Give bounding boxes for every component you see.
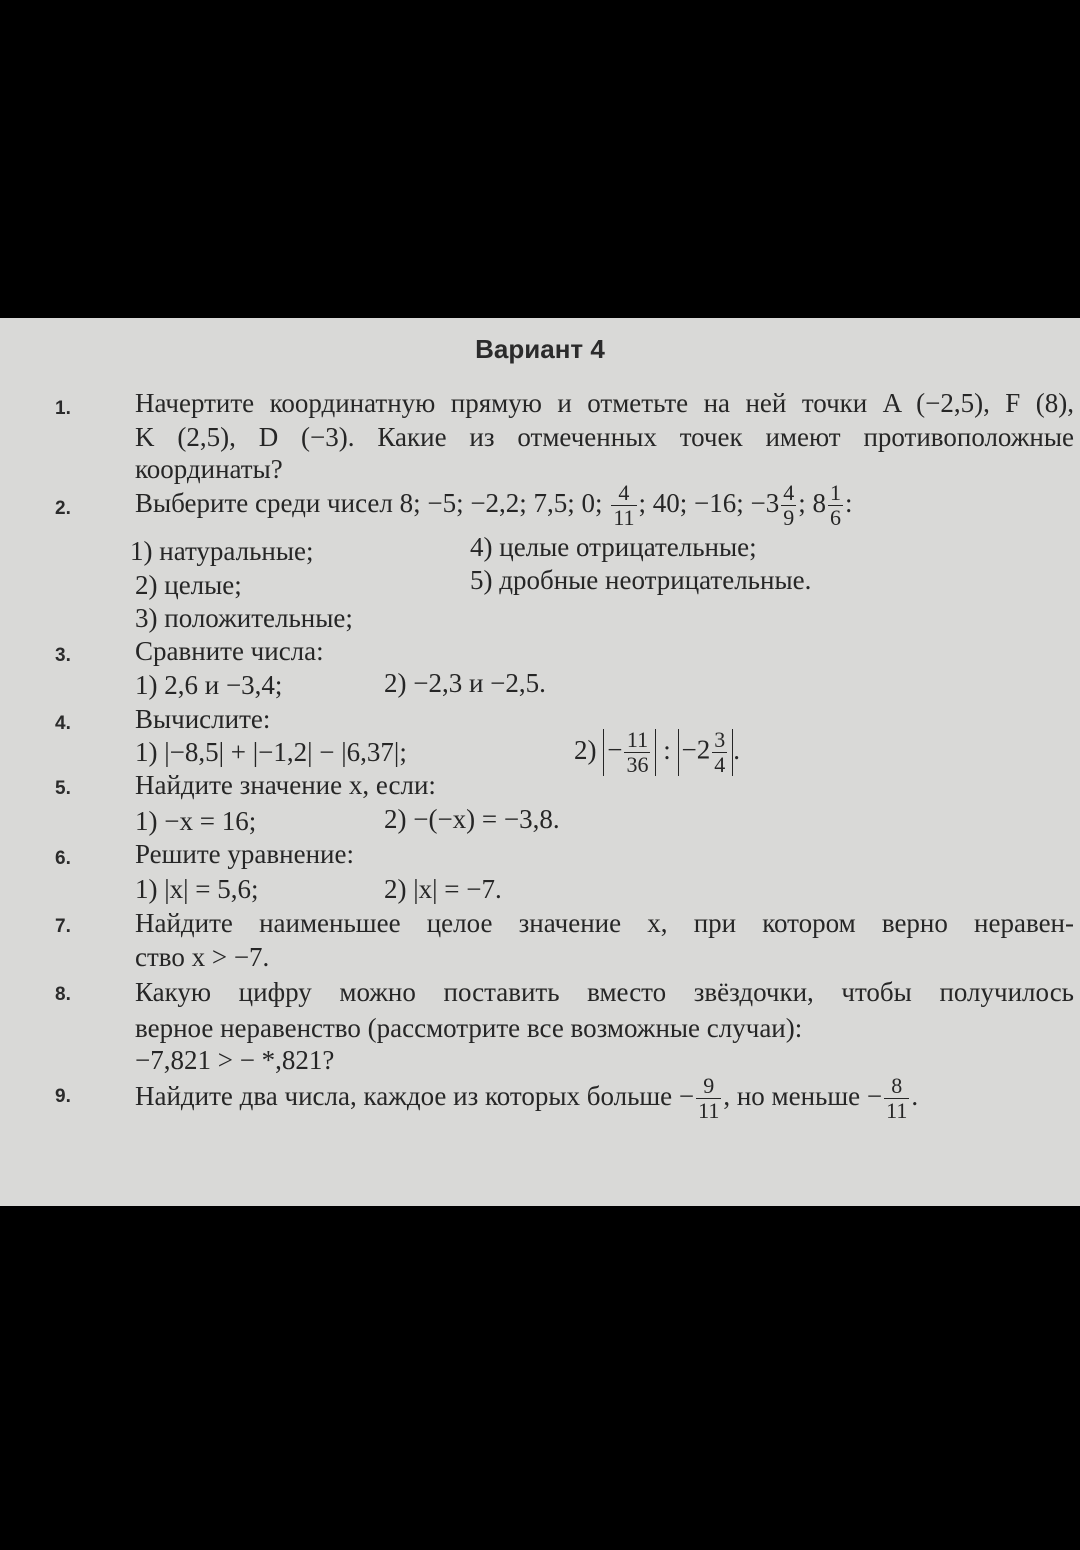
task-number: 3. (55, 645, 71, 666)
fraction: $\frac{9}{11}$ (698, 1073, 720, 1124)
division-sign: : (663, 735, 671, 765)
task-3-part-2: 2) −2,3 и −2,5. (384, 668, 546, 698)
task-2-option-1: 1) натуральные; (130, 536, 314, 566)
task-1-line-2: K (2,5), D (−3). Какие из отмеченных точек имеют противоположные (135, 422, 1074, 452)
task-4-part-2: 2) − $\frac{11}{36}$ : −2 $\frac{3}{4}$ . (574, 727, 740, 778)
task-2-lead: Выберите среди чисел 8; −5; −2,2; 7,5; 0; (135, 488, 603, 518)
task-5-head: Найдите значение x, если: (135, 770, 436, 800)
task-number: 8. (55, 984, 71, 1005)
task-8-line-3: −7,821 > − *,821? (135, 1045, 335, 1075)
absolute-value: −2 $\frac{3}{4}$ (678, 729, 734, 776)
task-1-line-1: Начертите координатную прямую и отметьте на ней точки A (−2,5), F (8), (135, 388, 1074, 418)
task-number: 5. (55, 778, 71, 799)
task-2-sep: ; 8 (798, 488, 826, 518)
task-2-line (135, 480, 1074, 531)
task-9-line (135, 1068, 1074, 1124)
worksheet-page (0, 318, 1080, 1206)
task-number: 1. (55, 398, 71, 419)
task-9-mid: , но меньше − (723, 1081, 883, 1111)
task-1-line-3: координаты? (135, 454, 283, 484)
task-5-part-1: 1) −x = 16; (135, 806, 257, 836)
task-2-option-2: 2) целые; (135, 570, 242, 600)
task-number: 7. (55, 916, 71, 937)
task-number: 9. (55, 1086, 71, 1107)
fraction: $\frac{4}{9}$ (783, 480, 795, 531)
part-label: 2) (574, 735, 597, 765)
task-5-part-2: 2) −(−x) = −3,8. (384, 804, 560, 834)
task-9-lead: Найдите два числа, каждое из которых больше − (135, 1081, 695, 1111)
task-6-part-2: 2) |x| = −7. (384, 874, 502, 904)
task-number: 2. (55, 498, 71, 519)
task-4-head: Вычислите: (135, 704, 271, 734)
absolute-value: − $\frac{11}{36}$ (603, 729, 656, 776)
task-3-head: Сравните числа: (135, 636, 324, 666)
task-2-mid: ; 40; −16; −3 (638, 488, 780, 518)
task-7-line-2: ство x > −7. (135, 942, 270, 972)
task-4-part-1: 1) |−8,5| + |−1,2| − |6,37|; (135, 737, 407, 767)
task-3-part-1: 1) 2,6 и −3,4; (135, 670, 283, 700)
task-number: 6. (55, 848, 71, 869)
task-9-end: . (911, 1081, 919, 1111)
task-7-line-1: Найдите наименьшее целое значение x, при котором верно неравен- (135, 908, 1074, 938)
page-title: Вариант 4 (475, 334, 605, 364)
task-2-option-4: 4) целые отрицательные; (470, 532, 757, 562)
fraction: $\frac{4}{11}$ (613, 480, 635, 531)
task-6-head: Решите уравнение: (135, 839, 354, 869)
task-8-line-1: Какую цифру можно поставить вместо звёздочки, чтобы получилось (135, 977, 1074, 1007)
task-6-part-1: 1) |x| = 5,6; (135, 874, 259, 904)
task-2-option-5: 5) дробные неотрицательные. (470, 565, 812, 595)
task-number: 4. (55, 713, 71, 734)
task-2-end: : (844, 488, 853, 518)
fraction: $\frac{8}{11}$ (886, 1073, 908, 1124)
fraction: $\frac{1}{6}$ (829, 480, 841, 531)
task-8-line-2: верное неравенство (рассмотрите все возможные случаи): (135, 1013, 803, 1043)
task-2-option-3: 3) положительные; (135, 603, 353, 633)
